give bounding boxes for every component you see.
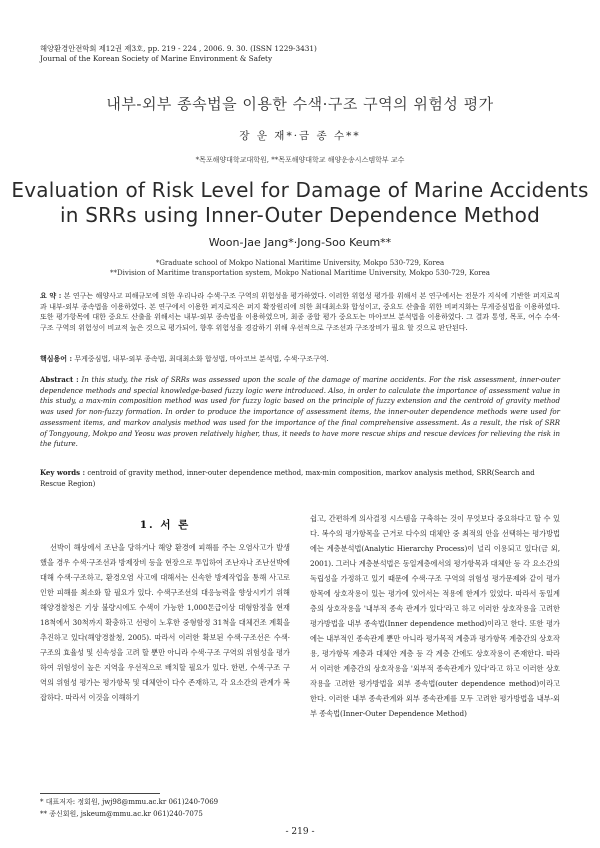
abstract-english-text: In this study, the risk of SRRs was assessed upon the scale of the damage of marine accidents. For the risk assessment, inner-outer dependence methods and special knowledge-based fuzzy logic were introduced. Also, in order to calculate the importance of assessment value in this study, a max-min composition method was used for fuzzy logic based on the principle of fuzzy extension and the centroid of gravity method was used for non-fuzzy formation. In order to produce the importance of assessment items, the inner-outer dependence methods were used for assessment items, and markov analysis method was used for the importance of the final comprehensive assessment. As a result, the risk of SRR of Tongyoung, Mokpo and Yeosu was proven relatively higher, thus, it needs to have more rescue ships and rescue devices for relieving the risk in the future. xyxy=(40,376,560,449)
body-paragraph: 쉽고, 간편하게 의사결정 시스템을 구축하는 것이 무엇보다 중요하다고 할 수 있다. 복수의 평가항목을 근거로 다수의 대체안 중 최적의 안을 선택하는 평가방법에는 계층분석법(Analytic Hierarchy Process)이 널리 이용되고 있다(금 외, 2001). 그러나 계층분석법은 동일계층에서의 평가항목과 대체안 등 각 요소간의 독립성을 가정하고 있기 때문에 수색·구조 구역의 위험성 평가문제와 같이 평가항목에 상호작용이 있는 평가에 있어서는 적용에 한계가 있었다. 따라서 동일계층의 상호작용을 '내부적 종속 관계가 있다'라고 하고 이러한 상호작용을 고려한 평가방법을 내부 종속법(Inner dependence method)이라고 한다. 또한 평가에는 내부적인 종속관계 뿐만 아니라 평가목적 계층과 평가항목 계층간의 상호작용, 평가항목 계층과 대체안 계층 등 각 계층 간에도 상호작용이 존재한다. 따라서 이러한 계층간의 상호작용을 '외부적 종속관계가 있다'라고 하고 이러한 상호작용을 고려한 평가방법을 외부 종속법(outer dependence method)이라고 한다. 이러한 내부 종속관계와 외부 종속관계를 모두 고려한 평가방법을 내부-외부 종속법(Inner-Outer Dependence Method) xyxy=(310,514,560,718)
keywords-english xyxy=(40,467,560,490)
affiliation-english xyxy=(0,258,600,278)
journal-citation: 해양환경안전학회 제12권 제3호, pp. 219 - 224 , 2006. 9. 30. (ISSN 1229-3431) xyxy=(40,44,317,53)
section-heading-introduction: 1. 서 론 xyxy=(139,519,191,531)
abstract-english-label: Abstract : xyxy=(40,375,79,384)
footnote-corresponding-author: * 대표저자: 정회원, jwj98@mmu.ac.kr 061)240-7069 xyxy=(40,798,219,806)
title-korean: 내부-외부 종속법을 이용한 수색·구조 구역의 위험성 평가 xyxy=(106,95,494,113)
abstract-korean-label: 요 약 : xyxy=(40,291,62,300)
journal-header xyxy=(40,44,317,64)
abstract-korean xyxy=(40,291,560,334)
journal-name: Journal of the Korean Society of Marine Environment & Safety xyxy=(40,54,273,63)
keywords-korean-text: 무게중심법, 내부-외부 종속법, 최대최소화 합성법, 마아코브 분석법, 수색·구조구역. xyxy=(74,355,329,363)
authors-english: Woon-Jae Jang*·Jong-Soo Keum** xyxy=(208,236,392,249)
abstract-korean-text: 본 연구는 해양사고 피해규모에 의한 우리나라 수색·구조 구역의 위험성을 평가하였다. 이러한 위험성 평가를 위해서 본 연구에서는 전문가 지식에 기반한 퍼지로직과 내부-외부 종속법을 이용하였다. 본 연구에서 이용한 퍼지로직은 퍼지 확장원리에 의한 최대최소화 합성이고, 중요도 산출을 위한 비퍼지화는 무게중심법을 이용하였다. 또한 평가항목에 대한 중요도 산출을 위해서는 내부-외부 종속법을 이용하였으며, 최종 종합 평가 중요도는 마아코브 분석법을 이용하였다. 그 결과 통영, 목포, 여수 수색·구조 구역의 위험성이 비교적 높은 것으로 평가되어, 향후 위험성을 경감하기 위해 우선적으로 구조선과 구조장비가 필요 할 것으로 판단된다. xyxy=(40,292,560,333)
keywords-english-label: Key words : xyxy=(40,468,86,477)
keywords-korean xyxy=(40,354,560,364)
footnotes xyxy=(40,796,290,820)
page-number: - 219 - xyxy=(285,827,315,837)
footnote-coauthor: ** 종신회원, jskeum@mmu.ac.kr 061)240-7075 xyxy=(40,810,203,818)
title-english xyxy=(0,178,600,228)
keywords-korean-label: 핵심용어 : xyxy=(40,354,73,363)
abstract-english xyxy=(40,375,560,450)
body-column-left xyxy=(40,540,290,705)
body-paragraph: 선박이 해상에서 조난을 당하거나 해양 환경에 피해를 주는 오염사고가 발생했을 경우 수색·구조선과 방제장비 등을 현장으로 투입하여 조난자나 조난선박에 대해 수색·구조하고, 환경오염 사고에 대해서는 신속한 방제작업을 통해 사고로 인한 피해를 최소화 할 필요가 있다. 수색구조선의 대응능력을 향상시키기 위해 해양경찰청은 기상 불량시에도 수색이 가능한 1,000톤급이상 대형함정을 현재 18척에서 30척까지 확충하고 선령이 노후한 중형함정 31척을 대체건조 계획을 추진하고 있다(해양경찰청, 2005). 따라서 이러한 확보된 수색·구조선은 수색·구조의 효율성 및 신속성을 고려 할 뿐만 아니라 수색·구조 구역의 위험성을 평가하여 위험성이 높은 지역을 우선적으로 배치할 필요가 있다. 한편, 수색·구조 구역의 위험성 평가는 평가항목 및 대체안이 다수 존재하고, 각 요소간의 관계가 복잡하다. 따라서 이것을 이해하기 xyxy=(40,543,290,702)
keywords-english-text: centroid of gravity method, inner-outer dependence method, max-min composition, markov analysis method, SRR(Search and Rescue Region) xyxy=(40,469,535,488)
footnote-divider xyxy=(40,793,160,794)
body-column-right xyxy=(310,511,560,721)
title-english-line1: Evaluation of Risk Level for Damage of Marine Accidents xyxy=(11,178,589,202)
affiliation-english-2: **Division of Maritime transportation system, Mokpo National Maritime University, Mokpo 530-729, Korea xyxy=(110,269,490,277)
affiliation-english-1: *Graduate school of Mokpo National Maritime University, Mokpo 530-729, Korea xyxy=(155,259,445,267)
authors-korean: 장 운 재*·금 종 수** xyxy=(239,130,361,142)
affiliation-korean: *목포해양대학교대학원, **목포해양대학교 해양운송시스템학부 교수 xyxy=(195,156,405,164)
title-english-line2: in SRRs using Inner-Outer Dependence Method xyxy=(60,203,540,227)
